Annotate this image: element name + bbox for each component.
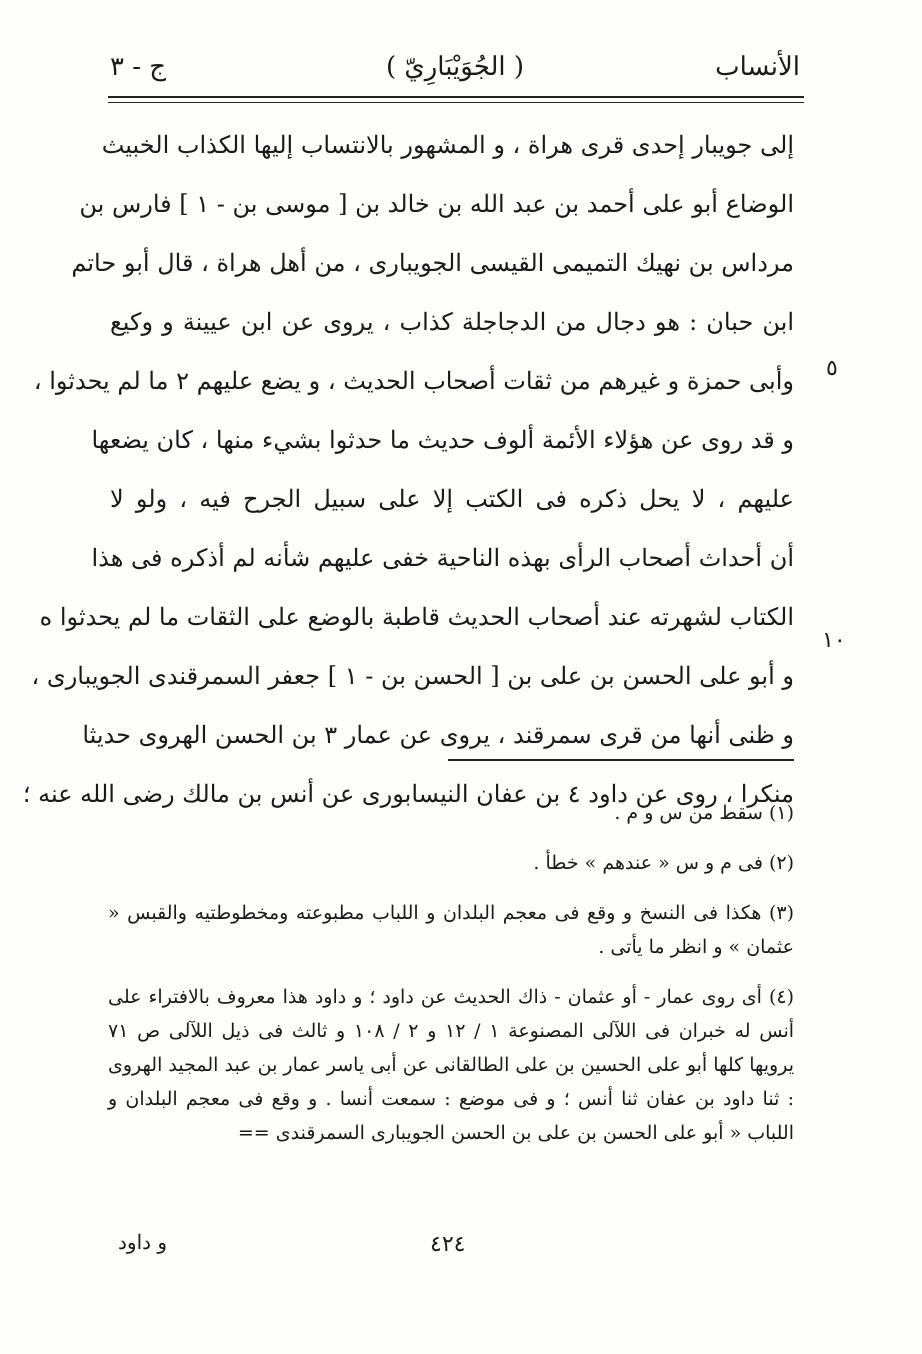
page-number: ٤٢٤ xyxy=(430,1232,466,1257)
footnotes xyxy=(108,796,794,1166)
text-line: منكرا ، روى عن داود ٤ بن عفان النيسابورى عن أنس بن مالك رضى الله عنه ؛ xyxy=(22,780,794,808)
text-line: الوضاع أبو على أحمد بن عبد الله بن خالد بن [ موسى بن - ١ ] فارس بن xyxy=(79,190,794,218)
text-line: و قد روى عن هؤلاء الأئمة ألوف حديث ما حدثوا بشيء منها ، كان يضعها xyxy=(91,426,794,454)
text-line: أن أحداث أصحاب الرأى بهذه الناحية خفى عليهم شأنه لم أذكره فى هذا xyxy=(91,544,794,572)
header-book-title: الأنساب xyxy=(715,52,800,82)
text-line: عليهم ، لا يحل ذكره فى الكتب إلا على سبيل الجرح فيه ، ولو لا xyxy=(110,485,794,513)
line-number-5: ٥ xyxy=(826,356,838,381)
text-line: و ظنى أنها من قرى سمرقند ، يروى عن عمار ٣ بن الحسن الهروى حديثا xyxy=(82,721,794,749)
header-entry-title: ( الجُوَيْبَارِيّ ) xyxy=(385,52,525,82)
footnote-1: (١) سقط من س و م . xyxy=(614,802,794,824)
running-header xyxy=(110,52,800,92)
text-line: الكتاب لشهرته عند أصحاب الحديث قاطبة بالوضع على الثقات ما لم يحدثوا ه xyxy=(39,603,794,631)
text-line: وأبى حمزة و غيرهم من ثقات أصحاب الحديث ، و يضع عليهم ٢ ما لم يحدثوا ، xyxy=(33,367,794,395)
main-text xyxy=(22,120,794,828)
footnote-3: (٣) هكذا فى النسخ و وقع فى معجم البلدان و اللباب مطبوعته ومخطوطتيه والقبس « عثمان » و انظر ما يأتى . xyxy=(108,902,794,958)
footnote-2: (٢) فى م و س « عندهم » خطأ . xyxy=(533,852,794,874)
footnote-4: (٤) أى روى عمار - أو عثمان - ذاك الحديث عن داود ؛ و داود هذا معروف بالافتراء على أنس له خبران فى اللآلى المصنوعة ١ / ١٢ و ٢ / ١٠٨ و ثالث فى ذيل اللآلى ص ٧١ يرويها كلها أبو على الحسين بن على الطالقانى عن أبى ياسر عمار بن عبد المجيد الهروى : ثنا داود بن عفان ثنا أنس ؛ و فى موضع : سمعت أنسا . و وقع فى معجم البلدان و اللباب « أبو على الحسن بن على بن الحسن الجويبارى السمرقندى == xyxy=(108,986,795,1144)
footnote-separator xyxy=(448,759,794,761)
text-line: مرداس بن نهيك التميمى القيسى الجويبارى ، من أهل هراة ، قال أبو حاتم xyxy=(71,249,794,277)
text-line: ابن حبان : هو دجال من الدجاجلة كذاب ، يروى عن ابن عيينة و وكيع xyxy=(110,308,794,336)
text-line: إلى جويبار إحدى قرى هراة ، و المشهور بالانتساب إليها الكذاب الخبيث xyxy=(101,131,794,159)
header-rule-thin xyxy=(108,102,804,103)
line-number-10: ١٠ xyxy=(822,628,846,653)
catchword: و داود xyxy=(118,1230,168,1254)
header-volume: ج - ٣ xyxy=(110,52,167,82)
text-line: و أبو على الحسن بن على بن [ الحسن بن - ١ ] جعفر السمرقندى الجويبارى ، xyxy=(31,662,794,690)
header-rule-thick xyxy=(108,96,804,98)
